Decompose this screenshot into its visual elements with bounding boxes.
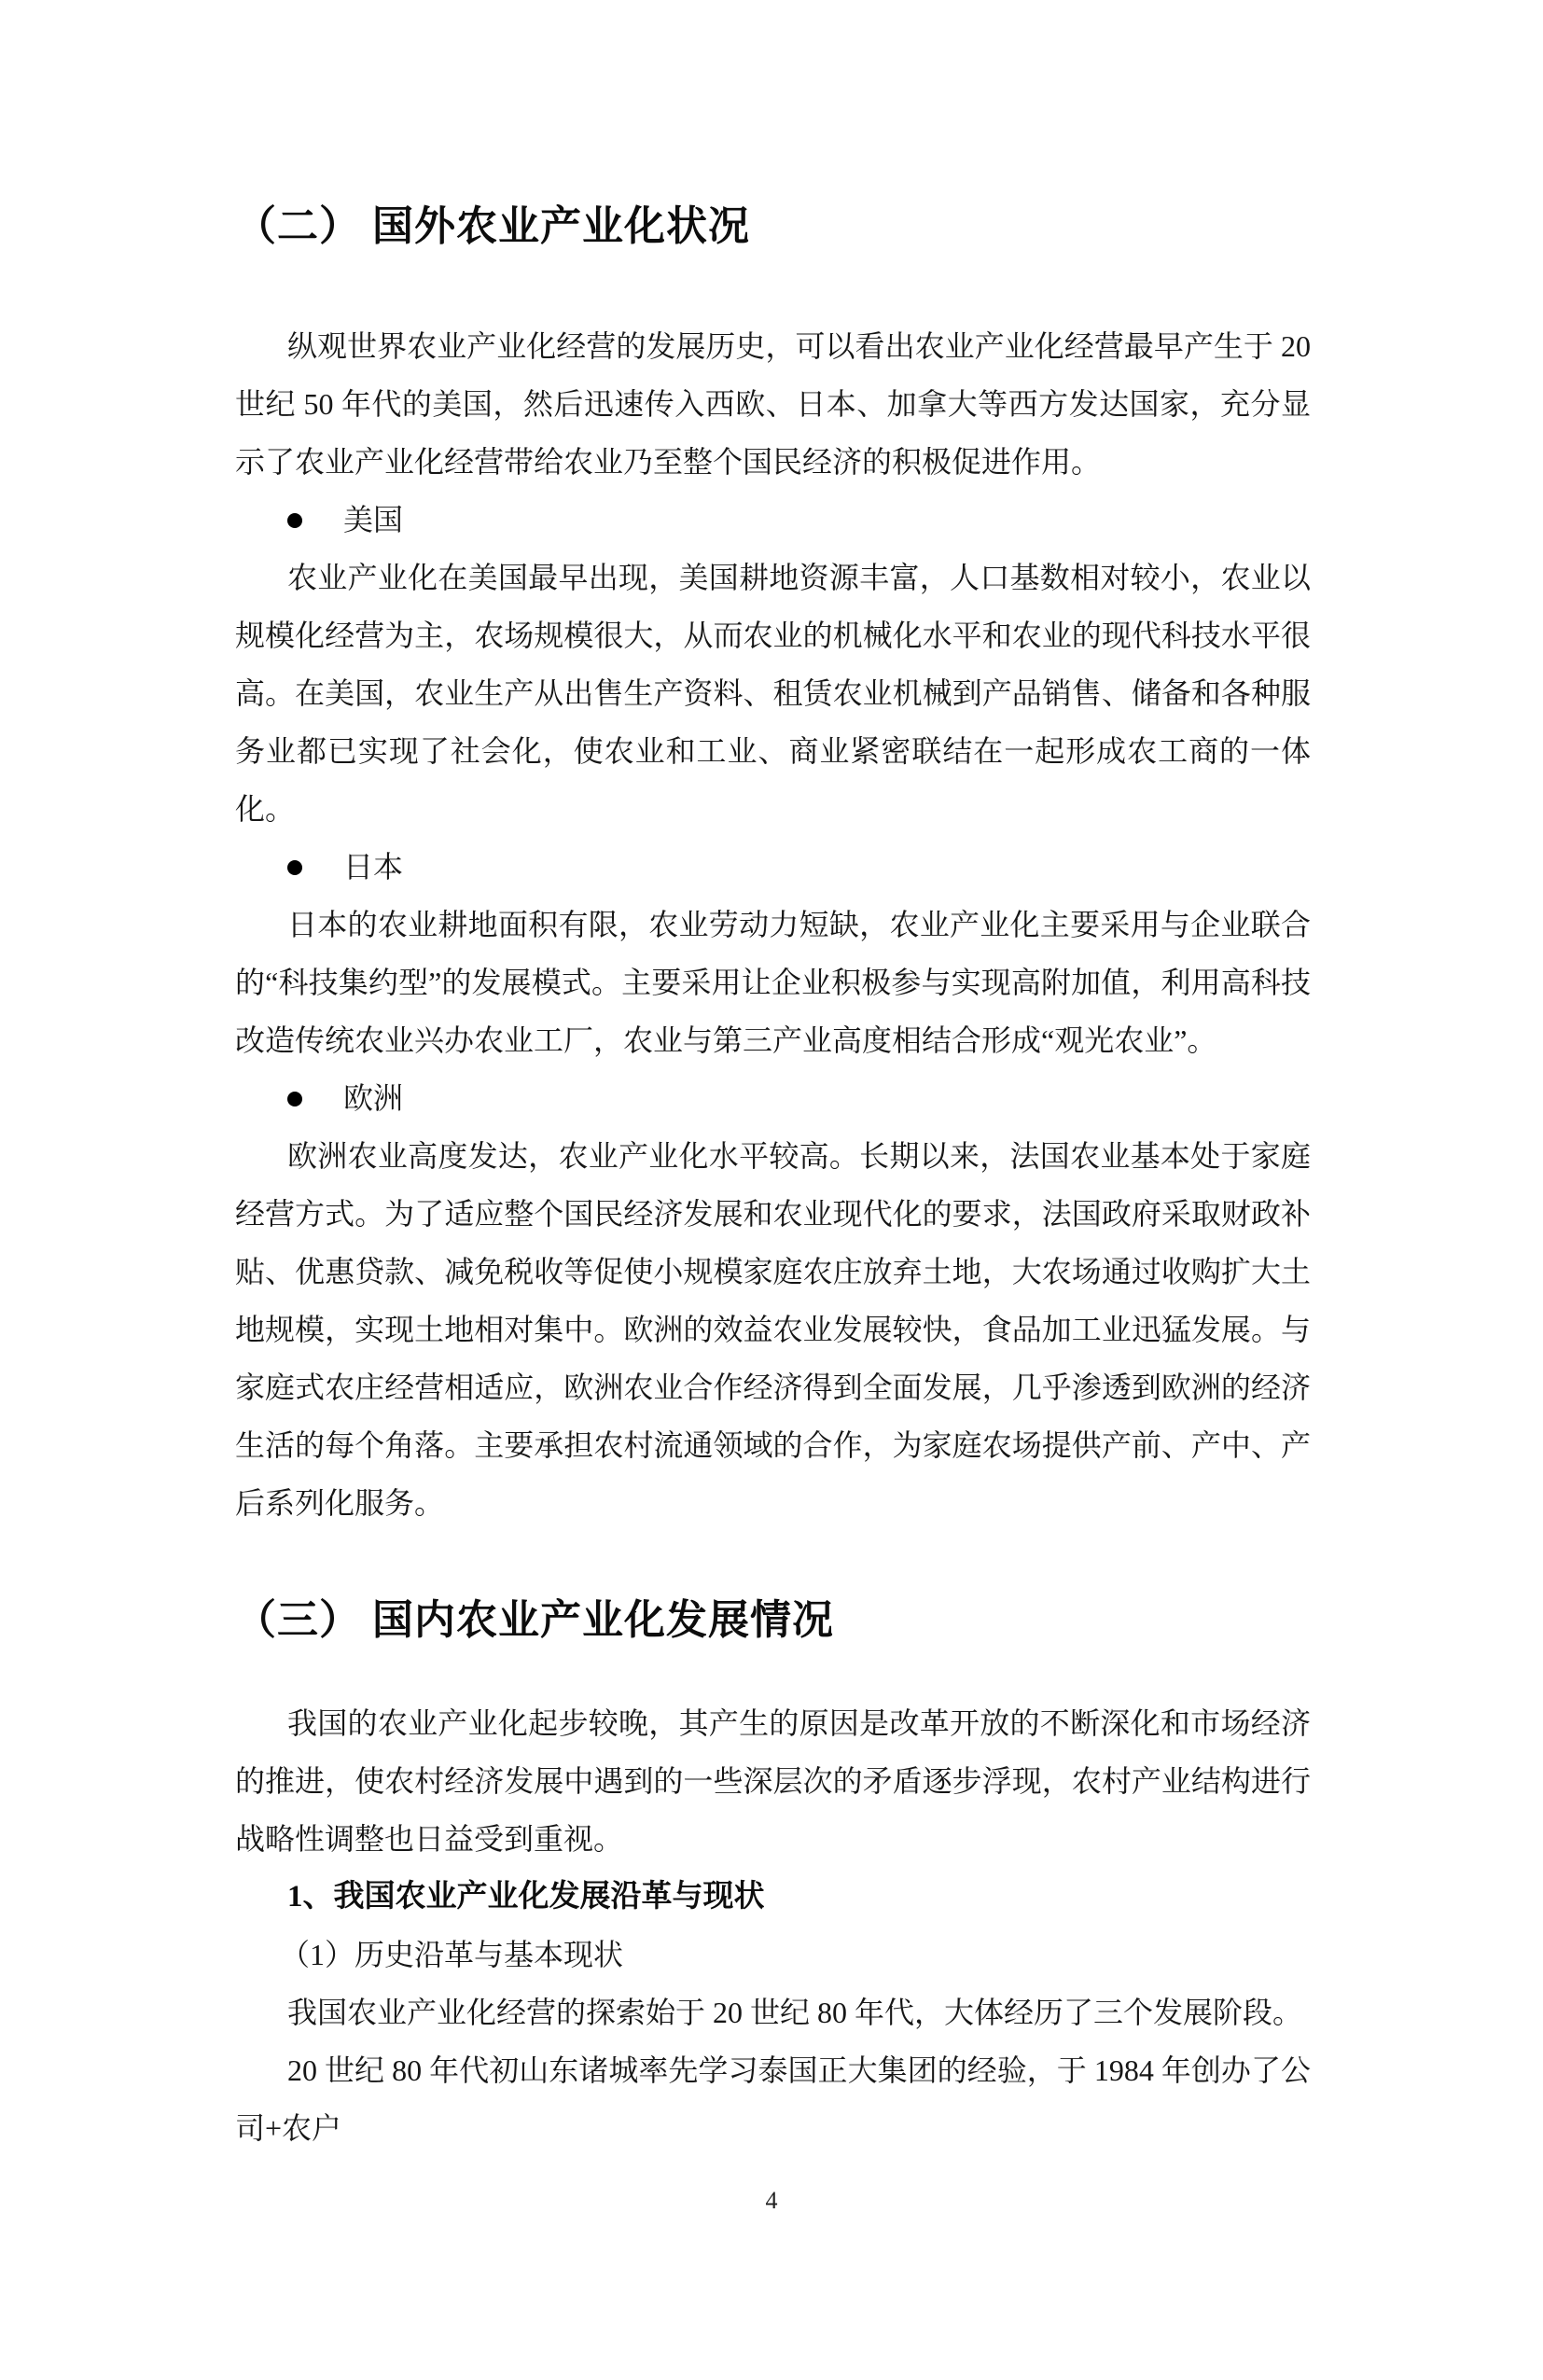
bullet-label: 美国	[343, 503, 404, 536]
bullet-item-europe	[235, 1069, 1311, 1127]
paragraph-exploration-start: 我国农业产业化经营的探索始于 20 世纪 80 年代，大体经历了三个发展阶段。	[287, 1996, 1303, 2029]
bullet-icon	[287, 513, 302, 528]
bullet-label: 欧洲	[343, 1081, 404, 1115]
bullet-item-usa	[235, 491, 1311, 549]
paragraph-china-overview: 我国的农业产业化起步较晚，其产生的原因是改革开放的不断深化和市场经济的推进，使农村经济发展中遇到的一些深层次的矛盾逐步浮现，农村产业结构进行战略性调整也日益受到重视。	[235, 1706, 1311, 1856]
document-page	[0, 198, 1543, 2380]
subsection-title-development: 1、我国农业产业化发展沿革与现状	[287, 1880, 765, 1914]
section-heading-domestic: （三） 国内农业产业化发展情况	[235, 1597, 834, 1643]
paragraph-usa: 农业产业化在美国最早出现，美国耕地资源丰富，人口基数相对较小，农业以规模化经营为主，农场规模很大，从而农业的机械化水平和农业的现代科技水平很高。在美国，农业生产从出售生产资料、租赁农业机械到产品销售、储备和各种服务业都已实现了社会化，使农业和工业、商业紧密联结在一起形成农工商的一体化。	[235, 561, 1311, 826]
paragraph-europe: 欧洲农业高度发达，农业产业化水平较高。长期以来，法国农业基本处于家庭经营方式。为了适应整个国民经济发展和农业现代化的要求，法国政府采取财政补贴、优惠贷款、减免税收等促使小规模家庭农庄放弃土地，大农场通过收购扩大土地规模，实现土地相对集中。欧洲的效益农业发展较快，食品加工业迅猛发展。与家庭式农庄经营相适应，欧洲农业合作经济得到全面发展，几乎渗透到欧洲的经济生活的每个角落。主要承担农村流通领域的合作，为家庭农场提供产前、产中、产后系列化服务。	[235, 1139, 1311, 1520]
paragraph-japan: 日本的农业耕地面积有限，农业劳动力短缺，农业产业化主要采用与企业联合的“科技集约型”的发展模式。主要采用让企业积极参与实现高附加值，利用高科技改造传统农业兴办农业工厂，农业与第三产业高度相结合形成“观光农业”。	[235, 908, 1311, 1057]
bullet-icon	[287, 860, 302, 875]
paragraph-world-overview: 纵观世界农业产业化经营的发展历史，可以看出农业产业化经营最早产生于 20 世纪 50 年代的美国，然后迅速传入西欧、日本、加拿大等西方发达国家，充分显示了农业产业化经营带给农业乃至整个国民经济的积极促进作用。	[235, 329, 1311, 479]
section-heading-foreign: （二） 国外农业产业化状况	[235, 203, 750, 249]
bullet-item-japan	[235, 838, 1311, 896]
list-item-history-status: （1）历史沿革与基本现状	[280, 1938, 624, 1971]
bullet-icon	[287, 1092, 302, 1106]
page-number: 4	[765, 2187, 778, 2214]
paragraph-shandong-zhucheng: 20 世纪 80 年代初山东诸城率先学习泰国正大集团的经验，于 1984 年创办了公司+农户	[235, 2053, 1311, 2145]
bullet-label: 日本	[343, 850, 404, 884]
